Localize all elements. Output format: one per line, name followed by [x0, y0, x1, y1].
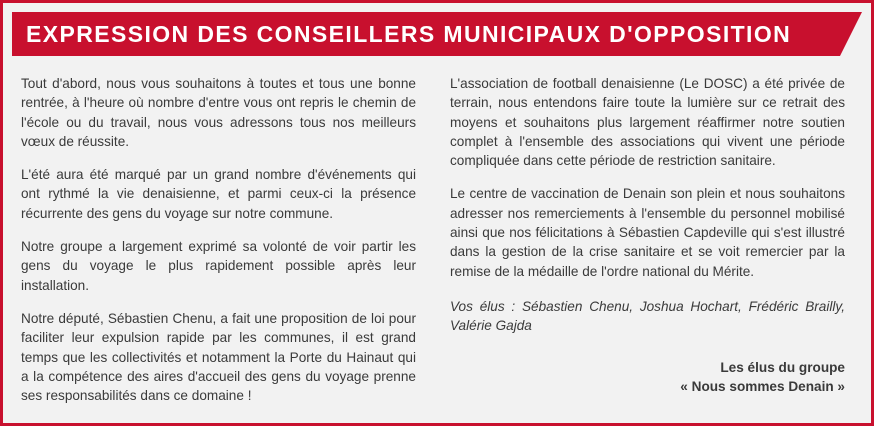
header-banner	[12, 12, 862, 56]
paragraph: Tout d'abord, nous vous souhaitons à toutes et tous une bonne rentrée, à l'heure où nombre d'entre vous ont repris le chemin de l'école ou du travail, nous vous adressons tous nos meilleurs vœux de réussite.	[21, 76, 416, 149]
closing-line-group: Les élus du groupe	[720, 359, 845, 375]
paragraph: Notre groupe a largement exprimé sa volonté de voir partir les gens du voyage le plus rapidement possible après leur installation.	[21, 239, 416, 293]
signatories-line: Vos élus : Sébastien Chenu, Joshua Hochart, Frédéric Brailly, Valérie Gajda	[450, 298, 845, 334]
header-corner-notch	[840, 12, 862, 56]
paragraph: Le centre de vaccination de Denain son plein et nous souhaitons adresser nos remerciements à l'ensemble du personnel mobilisé ainsi que nos félicitations à Sébastien Capdeville qui s'est illustré dans la gestion de la crise sanitaire et se voit remercier par la remise de la médaille de l'ordre national du Mérite.	[450, 186, 845, 279]
page-title: EXPRESSION DES CONSEILLERS MUNICIPAUX D'OPPOSITION	[26, 20, 792, 47]
paragraph: Notre député, Sébastien Chenu, a fait une proposition de loi pour faciliter leur expulsion rapide par les communes, il est grand temps que les collectivités et notamment la Porte du Hainaut qui a la compétence des aires d'accueil des gens du voyage prenne ses responsabilités dans ce domaine !	[21, 310, 416, 404]
left-column	[21, 74, 416, 405]
closing-block	[450, 358, 845, 397]
paragraph: L'association de football denaisienne (Le DOSC) a été privée de terrain, nous entendons faire toute la lumière sur ce retrait des moyens et souhaitons plus largement réaffirmer notre soutien complet à l'ensemble des associations qui vivent une période compliquée dans cette période de restriction sanitaire.	[450, 76, 845, 169]
closing-line-name: « Nous sommes Denain »	[680, 379, 845, 395]
right-column	[450, 74, 845, 405]
paragraph: L'été aura été marqué par un grand nombre d'événements qui ont rythmé la vie denaisienne, et parmi ceux-ci la présence récurrente des gens du voyage sur notre commune.	[21, 167, 416, 221]
text-columns	[3, 56, 871, 415]
